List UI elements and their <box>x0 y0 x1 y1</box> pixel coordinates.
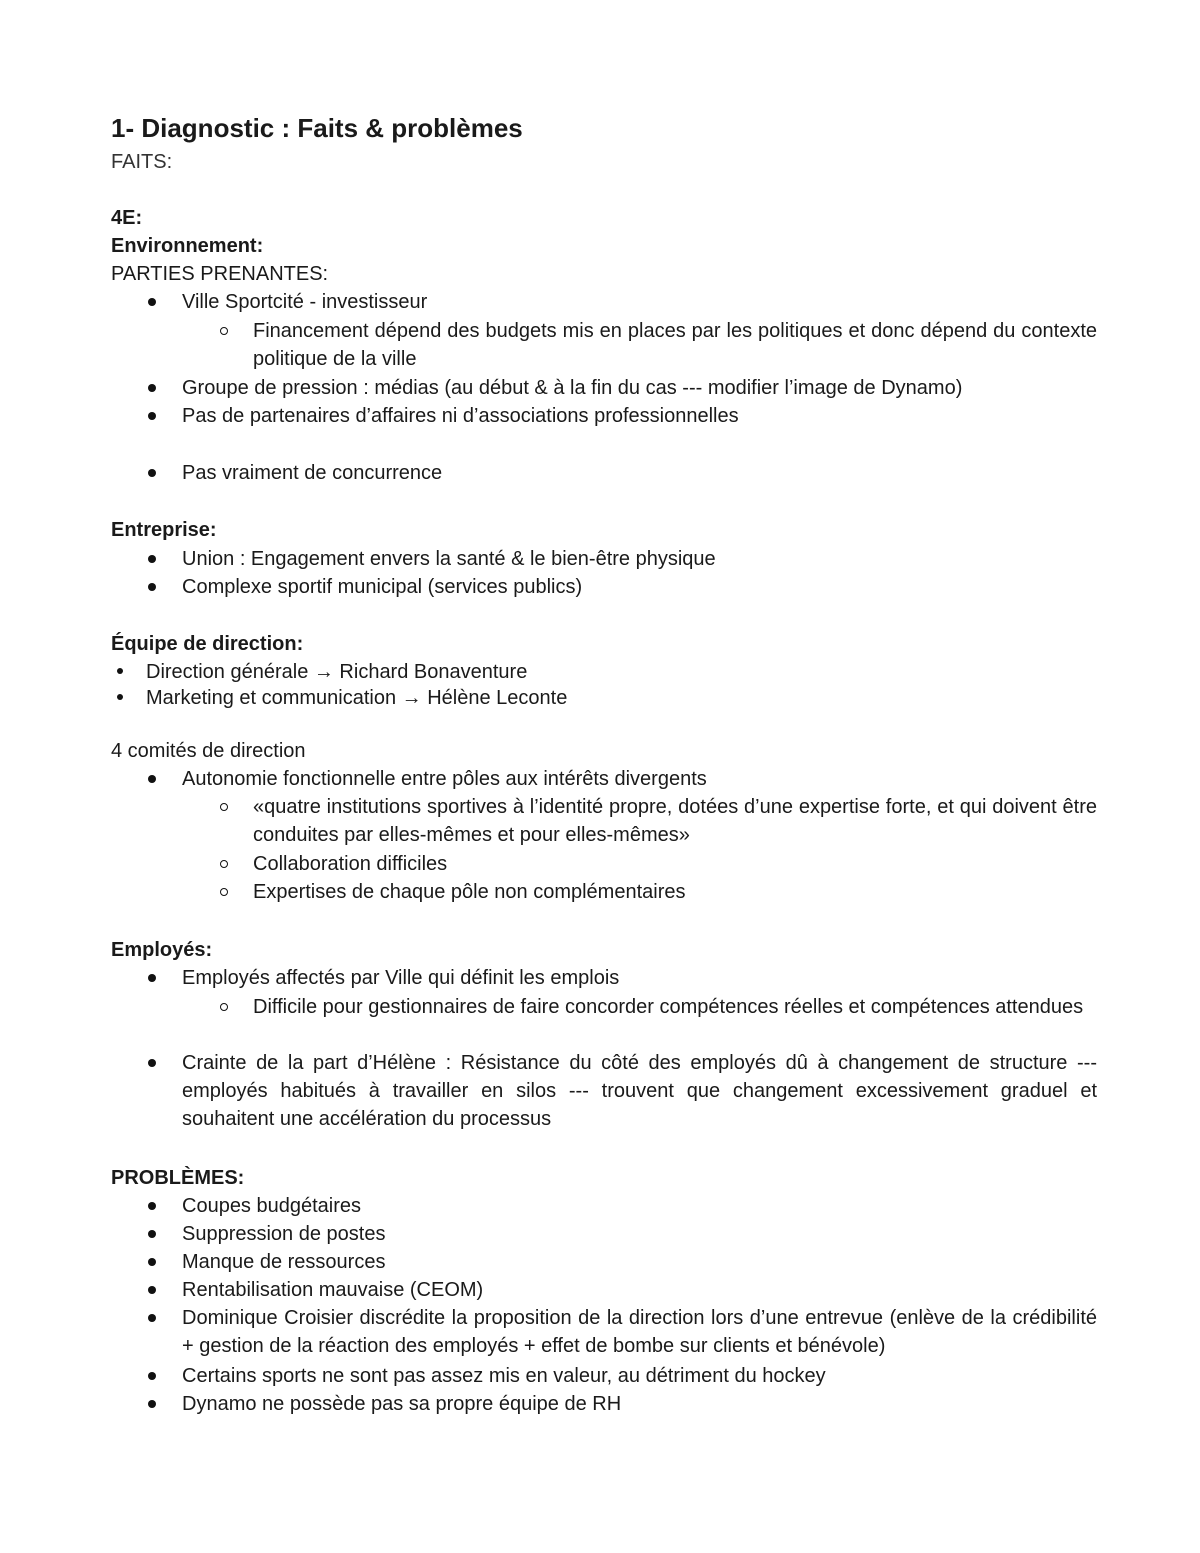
bullet-icon <box>148 1400 156 1408</box>
bullet-icon <box>148 1314 156 1322</box>
parties-prenantes-label: PARTIES PRENANTES: <box>111 263 329 285</box>
bullet-icon <box>148 469 156 477</box>
bullet-icon <box>148 1372 156 1380</box>
bullet-icon <box>148 775 156 783</box>
bullet-icon <box>148 298 156 306</box>
problemes-item-6: Certains sports ne sont pas assez mis en valeur, au détriment du hockey <box>182 1365 826 1387</box>
employes-item-1-sub: Difficile pour gestionnaires de faire concorder compétences réelles et compétences attendues <box>253 996 1084 1018</box>
entreprise-heading: Entreprise: <box>111 519 217 541</box>
problemes-item-7: Dynamo ne possède pas sa propre équipe de RH <box>182 1393 622 1415</box>
circle-bullet-icon <box>220 888 228 896</box>
circle-bullet-icon <box>220 860 228 868</box>
page-title: 1- Diagnostic : Faits & problèmes <box>111 113 523 143</box>
employes-heading: Employés: <box>111 939 213 961</box>
comites-label: 4 comités de direction <box>111 740 306 762</box>
bullet-icon <box>148 583 156 591</box>
comites-sub-1: «quatre institutions sportives à l’identité propre, dotées d’une expertise forte, et qui doivent être conduites par elles-mêmes et pour elles-mêmes» <box>253 796 1097 846</box>
bullet-icon <box>148 1059 156 1067</box>
bullet-icon <box>148 1258 156 1266</box>
direction-item-2: Marketing et communication → Hélène Leconte <box>146 687 568 709</box>
environnement-heading: Environnement: <box>111 235 264 257</box>
comites-item-1: Autonomie fonctionnelle entre pôles aux intérêts divergents <box>182 768 707 790</box>
bullet-icon <box>148 1286 156 1294</box>
direction-item-1: Direction générale → Richard Bonaventure <box>146 661 528 683</box>
comites-sub-3: Expertises de chaque pôle non complémentaires <box>253 881 686 903</box>
bullet-icon <box>148 1202 156 1210</box>
circle-bullet-icon <box>220 803 228 811</box>
env-item-1: Ville Sportcité - investisseur <box>182 291 428 313</box>
direction-heading: Équipe de direction: <box>111 633 304 655</box>
4e-label: 4E: <box>111 207 143 229</box>
env-item-3: Pas de partenaires d’affaires ni d’associations professionnelles <box>182 405 739 427</box>
bullet-icon <box>148 974 156 982</box>
env-item-1-sub: Financement dépend des budgets mis en places par les politiques et donc dépend du contexte politique de la ville <box>253 320 1097 370</box>
entreprise-item-2: Complexe sportif municipal (services publics) <box>182 576 583 598</box>
problemes-item-2: Suppression de postes <box>182 1223 386 1245</box>
faits-label: FAITS: <box>111 151 173 173</box>
entreprise-item-1: Union : Engagement envers la santé & le bien-être physique <box>182 548 716 570</box>
problemes-item-4: Rentabilisation mauvaise (CEOM) <box>182 1279 484 1301</box>
env-item-2: Groupe de pression : médias (au début & à la fin du cas --- modifier l’image de Dynamo) <box>182 377 963 399</box>
bullet-icon <box>117 668 123 674</box>
circle-bullet-icon <box>220 1003 228 1011</box>
bullet-icon <box>148 384 156 392</box>
employes-item-2: Crainte de la part d’Hélène : Résistance du côté des employés dû à changement de structure --- employés habitués à travailler en silos --- trouvent que changement excessivement graduel et souhaitent une accélération du processus <box>182 1052 1097 1130</box>
problemes-item-3: Manque de ressources <box>182 1251 386 1273</box>
problemes-heading: PROBLÈMES: <box>111 1167 245 1189</box>
circle-bullet-icon <box>220 327 228 335</box>
problemes-item-1: Coupes budgétaires <box>182 1195 362 1217</box>
bullet-icon <box>148 555 156 563</box>
problemes-item-5: Dominique Croisier discrédite la proposition de la direction lors d’une entrevue (enlève de la crédibilité + gestion de la réaction des employés + effet de bombe sur clients et bénévole) <box>182 1307 1097 1357</box>
employes-item-1: Employés affectés par Ville qui définit les emplois <box>182 967 620 989</box>
bullet-icon <box>117 694 123 700</box>
bullet-icon <box>148 1230 156 1238</box>
comites-sub-2: Collaboration difficiles <box>253 853 448 875</box>
bullet-icon <box>148 412 156 420</box>
env-item-4: Pas vraiment de concurrence <box>182 462 443 484</box>
